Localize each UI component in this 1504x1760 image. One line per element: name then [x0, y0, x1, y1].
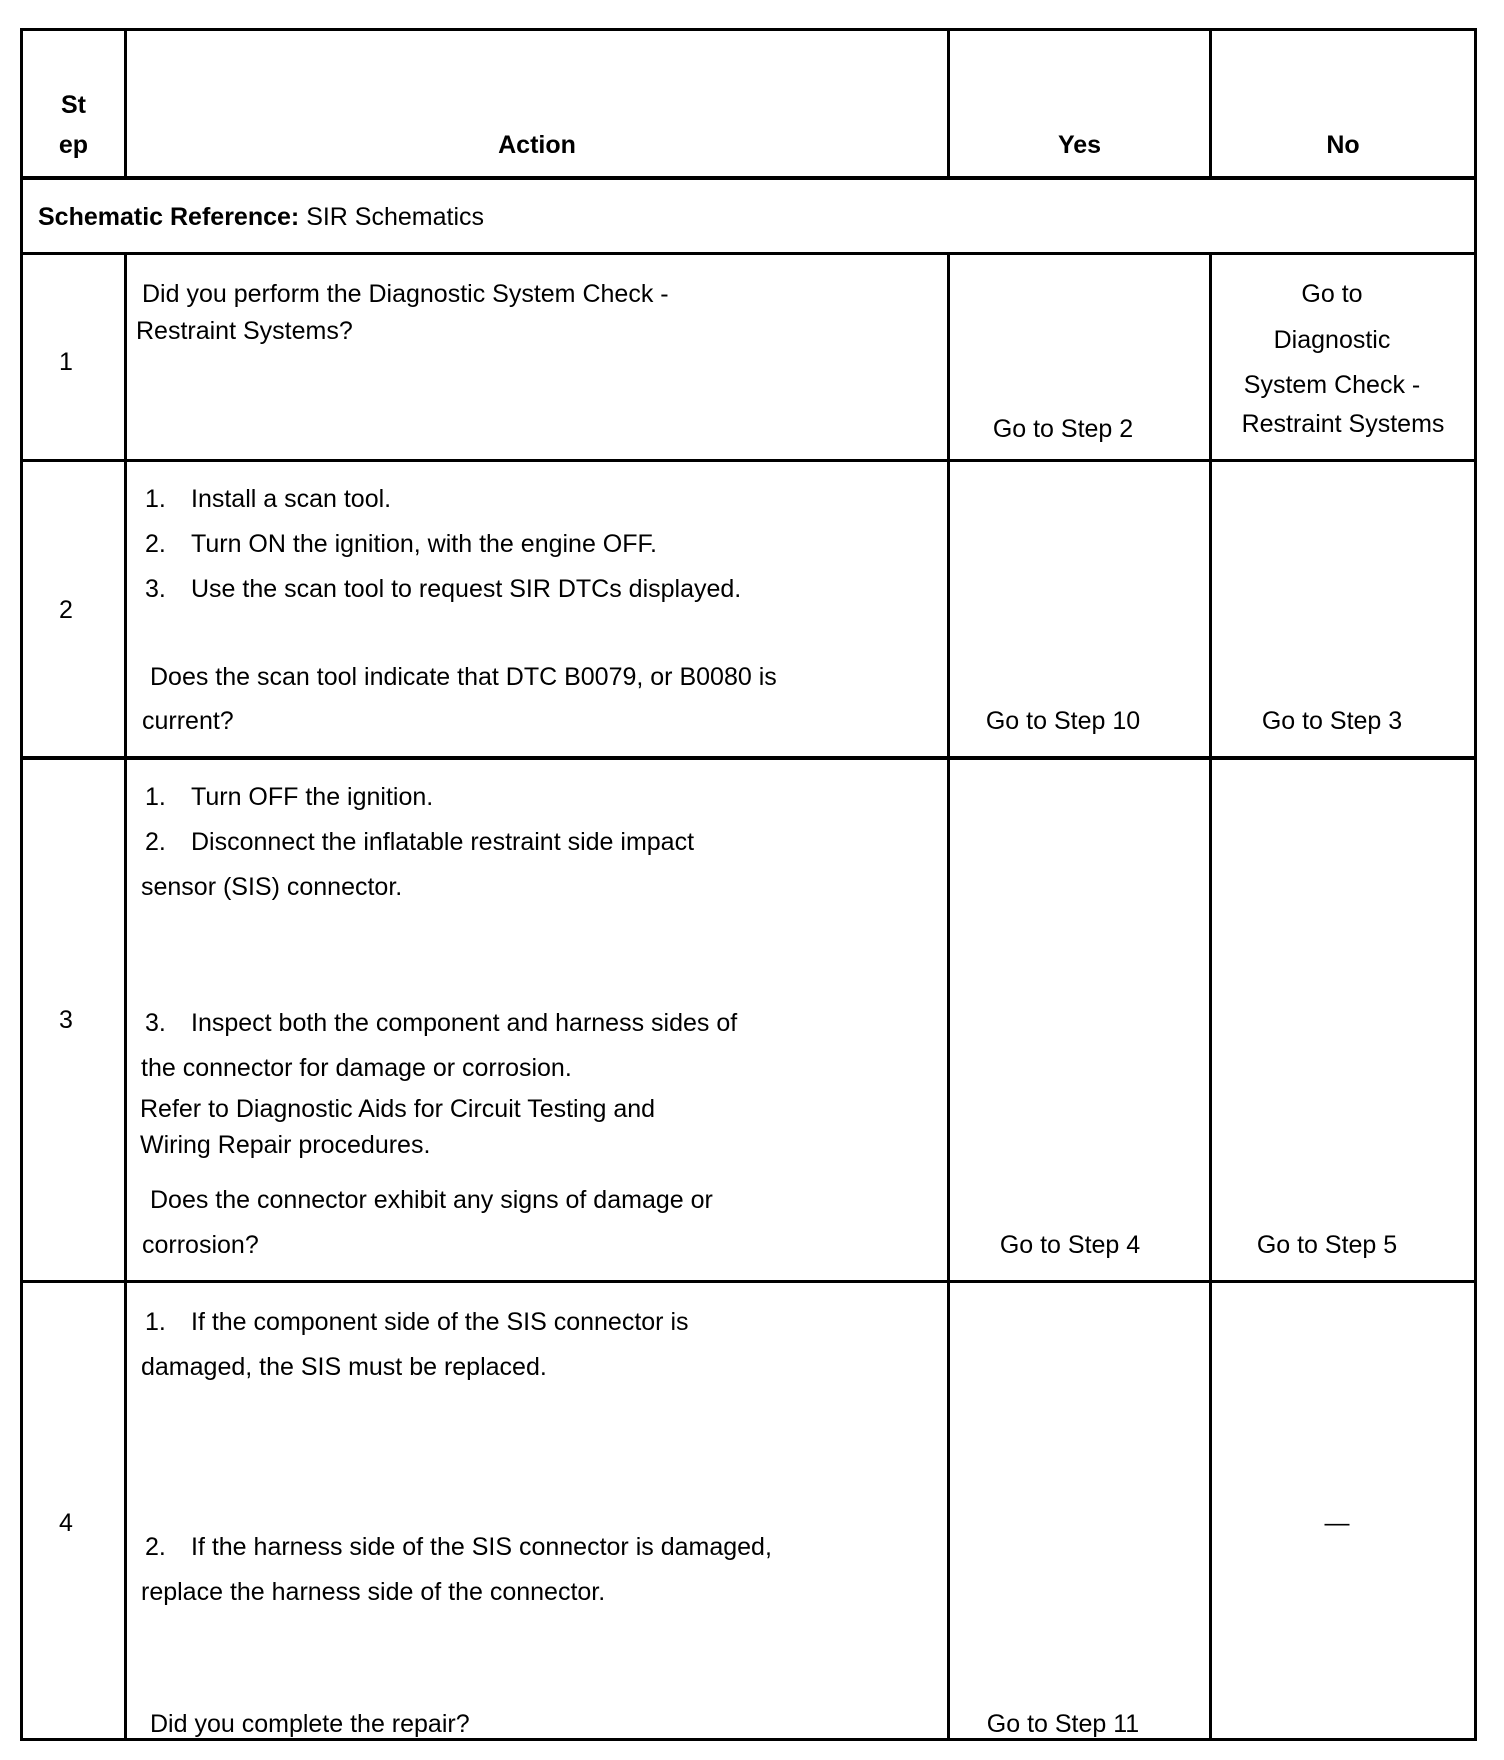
row1-no-line2: Diagnostic [1273, 326, 1391, 354]
border-left [20, 28, 23, 1741]
row2-question-line2: current? [142, 707, 234, 735]
border-right [1474, 28, 1477, 1741]
step-number-3: 3 [59, 1006, 73, 1034]
row4-list-item-1-cont: damaged, the SIS must be replaced. [141, 1353, 547, 1381]
border-row2-bottom [20, 756, 1477, 760]
row2-list-item-3: 3. Use the scan tool to request SIR DTCs displayed. [145, 575, 742, 603]
col-divider-1 [124, 252, 127, 1741]
row4-yes: Go to Step 11 [986, 1710, 1140, 1738]
row2-no: Go to Step 3 [1261, 707, 1403, 735]
schematic-reference-label: Schematic Reference: [38, 203, 300, 231]
border-header-bottom [20, 176, 1477, 180]
row2-list-item-2: 2. Turn ON the ignition, with the engine OFF. [145, 530, 657, 558]
step-number-4: 4 [59, 1509, 73, 1537]
step-number-1: 1 [59, 348, 73, 376]
row3-question-line2: corrosion? [142, 1231, 259, 1259]
header-action: Action [498, 131, 576, 159]
row1-action-line2: Restraint Systems? [136, 317, 353, 345]
row1-yes: Go to Step 2 [992, 415, 1134, 443]
row4-list-item-2: 2. If the harness side of the SIS connector is damaged, [145, 1533, 772, 1561]
row1-action-line1: Did you perform the Diagnostic System Check - [142, 280, 669, 308]
border-row1-bottom [20, 459, 1477, 462]
row3-no: Go to Step 5 [1256, 1231, 1398, 1259]
step-number-2: 2 [59, 596, 73, 624]
row2-question-line1: Does the scan tool indicate that DTC B0079, or B0080 is [150, 663, 777, 691]
row2-list-item-1: 1. Install a scan tool. [145, 485, 392, 513]
row3-yes: Go to Step 4 [999, 1231, 1141, 1259]
row3-list-item-3-cont: the connector for damage or corrosion. [141, 1054, 572, 1082]
row4-list-item-1: 1. If the component side of the SIS connector is [145, 1308, 689, 1336]
col-divider-2 [947, 252, 950, 1741]
row1-no-line4: Restraint Systems [1241, 410, 1445, 438]
row3-list-item-3: 3. Inspect both the component and harness sides of [145, 1009, 738, 1037]
row3-question-line1: Does the connector exhibit any signs of damage or [150, 1186, 713, 1214]
row4-list-item-2-cont: replace the harness side of the connector. [141, 1578, 606, 1606]
row1-no-line3: System Check - [1243, 371, 1421, 399]
row3-note-line2: Wiring Repair procedures. [140, 1131, 431, 1159]
row3-list-item-1: 1. Turn OFF the ignition. [145, 783, 434, 811]
schematic-reference-value: SIR Schematics [306, 203, 485, 231]
row4-question: Did you complete the repair? [150, 1710, 470, 1738]
header-step-line1: St [61, 91, 86, 119]
row3-list-item-2-cont: sensor (SIS) connector. [141, 873, 403, 901]
row3-list-item-2: 2. Disconnect the inflatable restraint side impact [145, 828, 695, 856]
row2-yes: Go to Step 10 [985, 707, 1141, 735]
row1-no-line1: Go to [1301, 280, 1363, 308]
border-row3-bottom [20, 1280, 1477, 1283]
row4-no: — [1324, 1509, 1350, 1537]
header-no: No [1326, 131, 1360, 159]
schematic-reference [38, 202, 484, 232]
header-step-line2: ep [58, 131, 89, 159]
border-top [20, 28, 1477, 31]
header-yes: Yes [1057, 131, 1102, 159]
row3-note-line1: Refer to Diagnostic Aids for Circuit Testing and [140, 1095, 656, 1123]
border-schematic-bottom [20, 252, 1477, 255]
